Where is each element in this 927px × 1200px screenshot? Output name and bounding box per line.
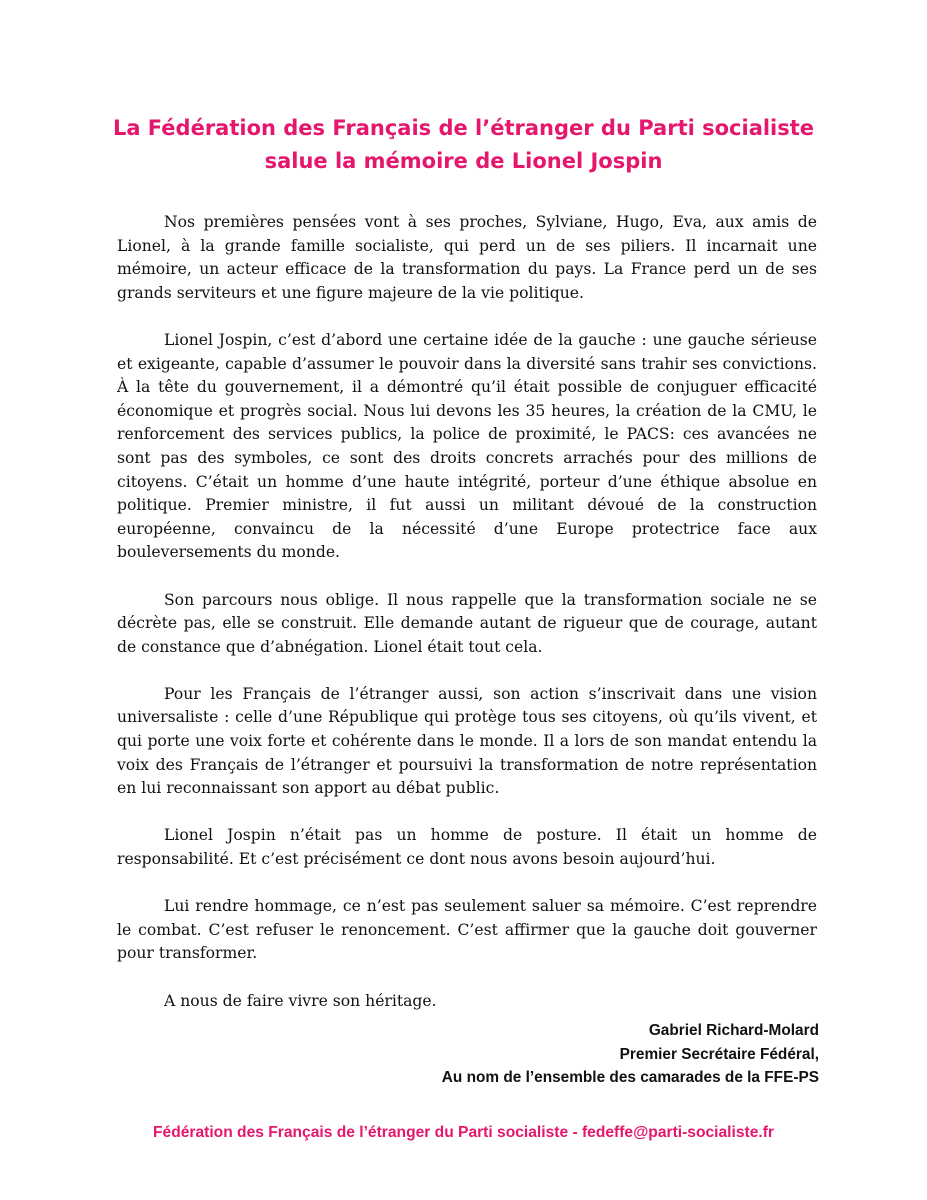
paragraph-1: Nos premières pensées vont à ses proches, Sylviane, Hugo, Eva, aux amis de Lionel, à la grande famille socialiste, qui perd un de ses piliers. Il incarnait une mémoire, un acteur efficace de la transformation du pays. La France perd un de ses grands serviteurs et une figure majeure de la vie politique. <box>117 213 817 302</box>
signature-block <box>442 1019 819 1090</box>
paragraph-3: Son parcours nous oblige. Il nous rappelle que la transformation sociale ne se décrète pas, elle se construit. Elle demande autant de rigueur que de courage, autant de constance que d’abnégation. Lionel était tout cela. <box>117 590 817 656</box>
title-line-1: La Fédération des Français de l’étranger du Parti socialiste <box>112 116 815 140</box>
signatory-name: Gabriel Richard-Molard <box>648 1022 819 1039</box>
paragraph-6: Lui rendre hommage, ce n’est pas seulement saluer sa mémoire. C’est reprendre le combat. C’est refuser le renoncement. C’est affirmer que la gauche doit gouverner pour transformer. <box>117 897 817 963</box>
document-title <box>60 112 867 178</box>
title-line-2: salue la mémoire de Lionel Jospin <box>264 149 663 173</box>
paragraph-7: A nous de faire vivre son héritage. <box>164 991 437 1010</box>
paragraph-2: Lionel Jospin, c’est d’abord une certaine idée de la gauche : une gauche sérieuse et exigeante, capable d’assumer le pouvoir dans la diversité sans trahir ses convictions. À la tête du gouvernement, il a démontré qu’il était possible de conjuguer efficacité économique et progrès social. Nous lui devons les 35 heures, la création de la CMU, le renforcement des services publics, la police de proximité, le PACS: ces avancées ne sont pas des symboles, ce sont des droits concrets arrachés pour des millions de citoyens. C’était un homme d’une haute intégrité, porteur d’une éthique absolue en politique. Premier ministre, il fut aussi un militant dévoué de la construction européenne, convaincu de la nécessité d’une Europe protectrice face aux bouleversements du monde. <box>117 330 817 562</box>
signatory-on-behalf: Au nom de l’ensemble des camarades de la FFE-PS <box>441 1069 819 1086</box>
footer: Fédération des Français de l’étranger du Parti socialiste - fedeffe@parti-socialiste.fr <box>153 1124 774 1141</box>
signatory-role: Premier Secrétaire Fédéral, <box>619 1045 819 1063</box>
document-body <box>117 211 817 1013</box>
paragraph-5: Lionel Jospin n’était pas un homme de posture. Il était un homme de responsabilité. Et c’est précisément ce dont nous avons besoin aujourd’hui. <box>117 826 817 869</box>
paragraph-4: Pour les Français de l’étranger aussi, son action s’inscrivait dans une vision universaliste : celle d’une République qui protège tous ses citoyens, où qu’ils vivent, et qui porte une voix forte et cohérente dans le monde. Il a lors de son mandat entendu la voix des Français de l’étranger et poursuivi la transformation de notre représentation en lui reconnaissant son apport au débat public. <box>117 684 817 798</box>
